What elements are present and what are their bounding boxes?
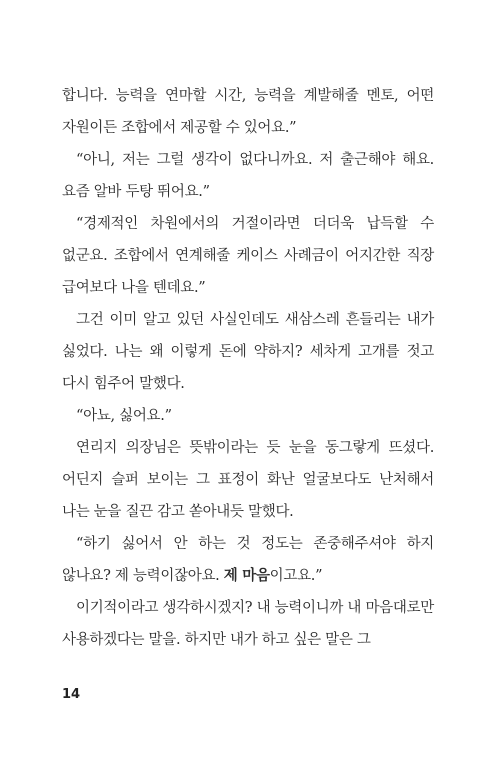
paragraph-3: “경제적인 차원에서의 거절이라면 더더욱 납득할 수 없군요. 조합에서 연계해줄 케이스 사례금이 어지간한 직장 급여보다 나을 텐데요.” xyxy=(62,216,434,296)
paragraph-1: 합니다. 능력을 연마할 시간, 능력을 계발해줄 멘토, 어떤 자원이든 조합에서 제공할 수 있어요.” xyxy=(62,88,434,136)
body-text xyxy=(62,80,434,656)
paragraph-8: 이기적이라고 생각하시겠지? 내 능력이니까 내 마음대로만 사용하겠다는 말을. 하지만 내가 하고 싶은 말은 그 xyxy=(62,600,434,648)
paragraph-4: 그건 이미 알고 있던 사실인데도 새삼스레 흔들리는 내가 싫었다. 나는 왜 이렇게 돈에 약하지? 세차게 고개를 젓고 다시 힘주어 말했다. xyxy=(62,312,434,392)
page-number: 14 xyxy=(62,687,81,702)
paragraph-6: 연리지 의장님은 뜻밖이라는 듯 눈을 동그랗게 뜨셨다. 어딘지 슬퍼 보이는 그 표정이 화난 얼굴보다도 난처해서 나는 눈을 질끈 감고 쏟아내듯 말했다. xyxy=(62,440,434,520)
paragraph-7 xyxy=(62,528,434,592)
quote-text-after: 이고요.” xyxy=(269,568,323,584)
emphasized-text: 제 마음 xyxy=(223,567,270,584)
paragraph-2: “아니, 저는 그럴 생각이 없다니까요. 저 출근해야 해요. 요즘 알바 두탕 뛰어요.” xyxy=(62,152,434,200)
paragraph-5: “아뇨, 싫어요.” xyxy=(76,408,172,424)
quote-text-before: “하기 싫어서 안 하는 것 정도는 존중해주셔야 하지 않나요? 제 능력이잖아요. xyxy=(62,536,434,584)
